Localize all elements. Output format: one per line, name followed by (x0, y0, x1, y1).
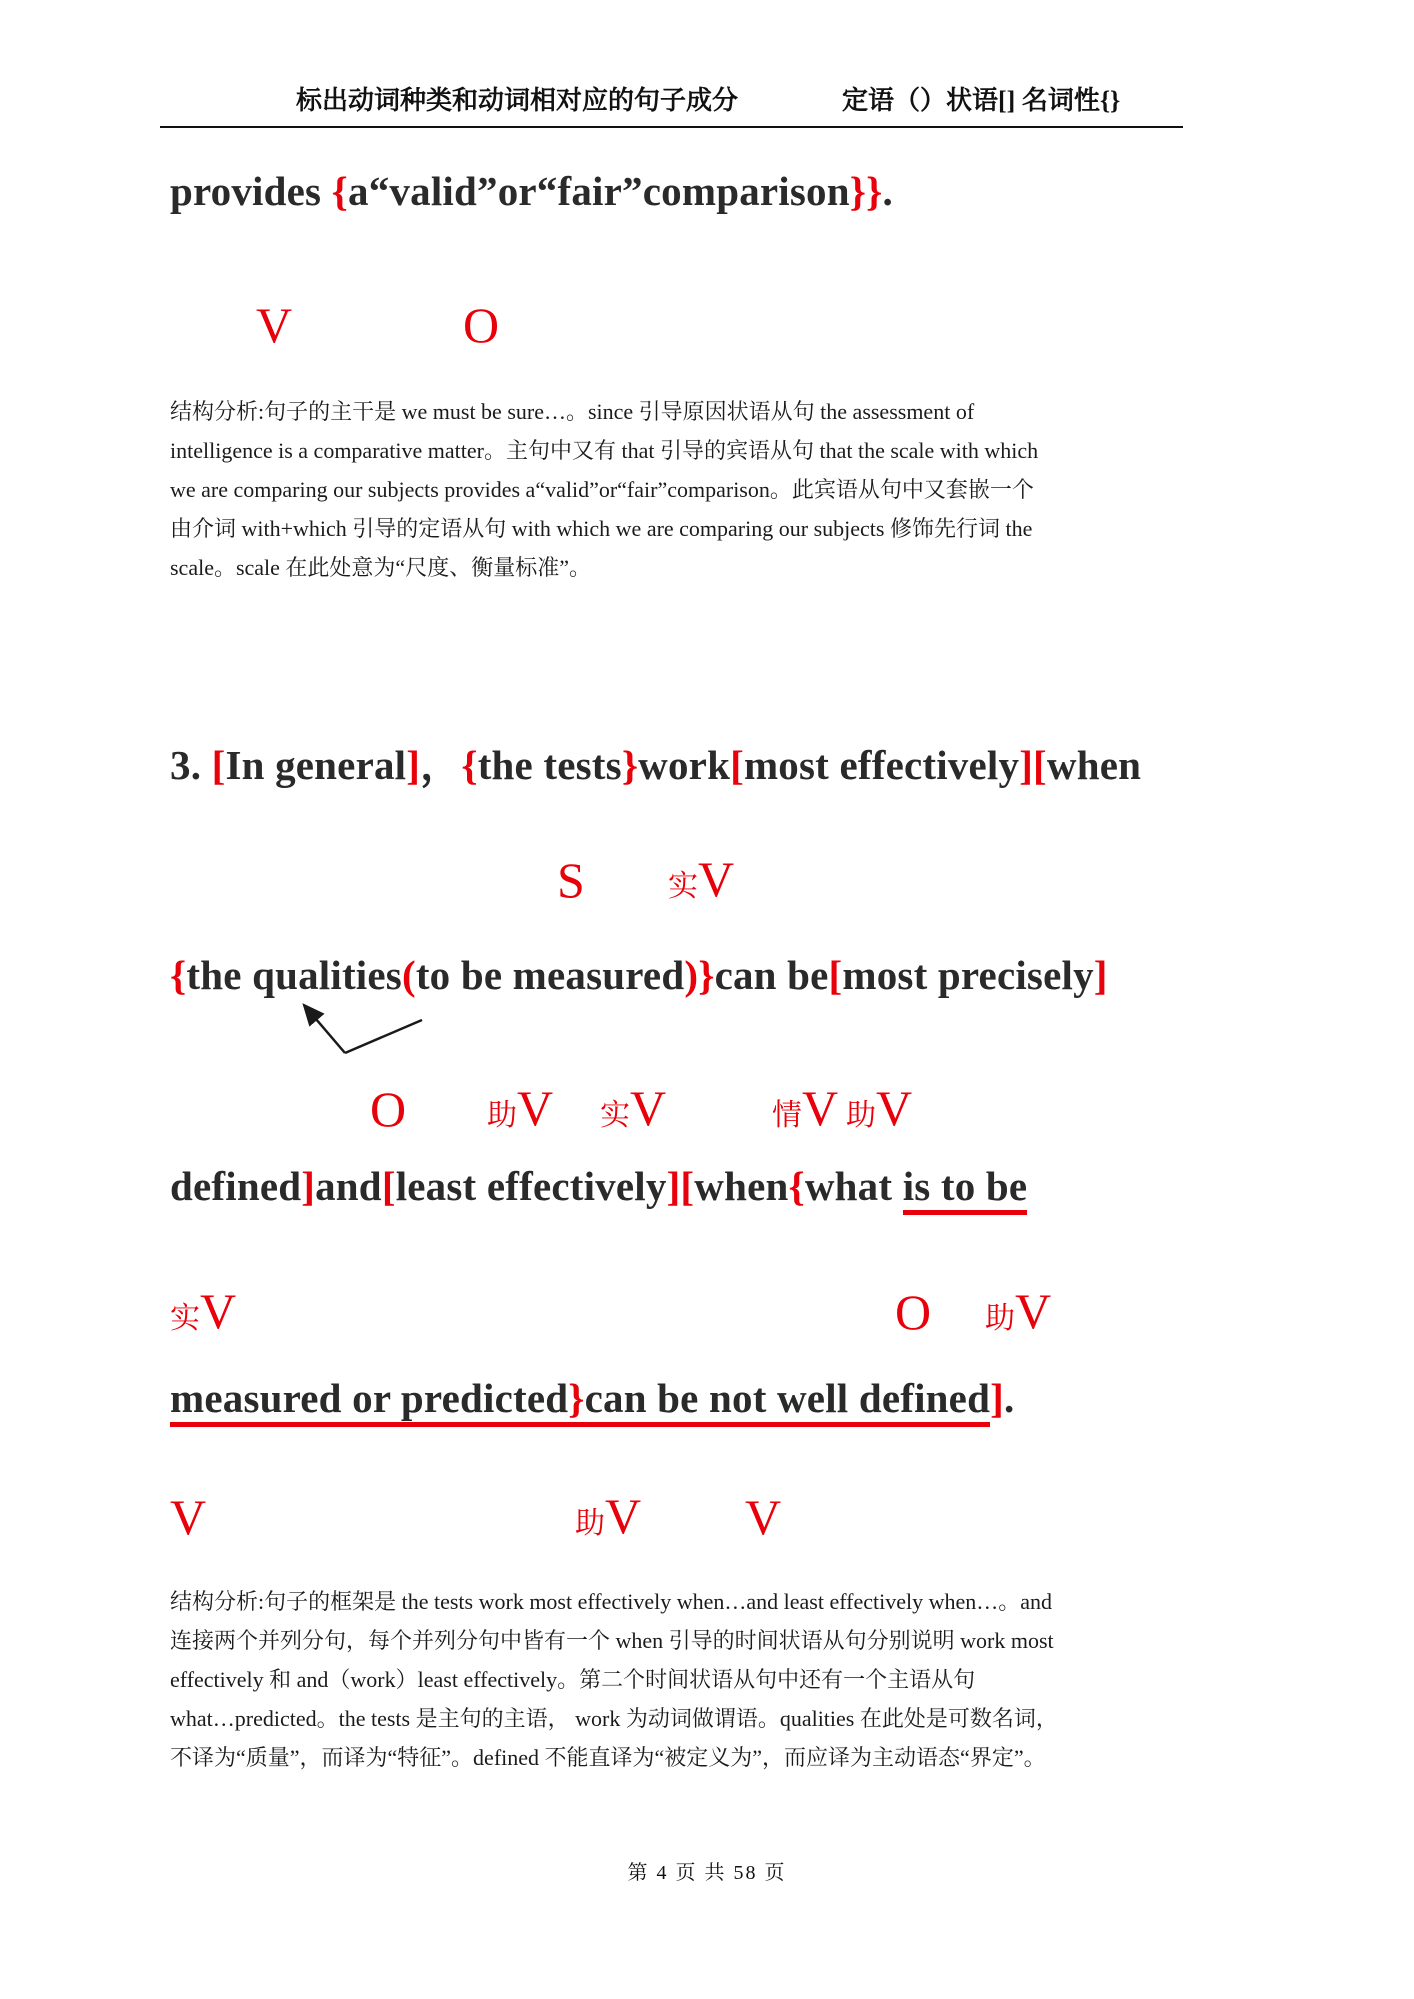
label-shi-V: 实V (668, 851, 735, 907)
label-zhu-V: 助V (487, 1080, 554, 1136)
text-segment: most precisely (842, 952, 1094, 998)
label-V: V (170, 1489, 207, 1545)
text-segment: when (694, 1163, 789, 1209)
text-segment: least effectively (395, 1163, 667, 1209)
text-segment: )} (684, 952, 715, 998)
paragraph-line: what…predicted。the tests 是主句的主语， work 为动词做谓语。qualities 在此处是可数名词， (170, 1706, 1058, 1731)
analysis-paragraph-2 (170, 1582, 1220, 1777)
text-segment: can be (714, 952, 829, 998)
text-segment: is to be (903, 1163, 1028, 1215)
header-rule (160, 126, 1183, 128)
text-segment: a“valid”or“fair”comparison (348, 168, 850, 214)
label-O: O (463, 297, 500, 353)
label-S: S (557, 852, 585, 908)
text-segment: ] (1093, 952, 1108, 998)
annotation-row-2 (170, 843, 1270, 908)
text-segment: [ (828, 952, 843, 998)
text-segment: 3. (170, 742, 212, 788)
text-segment: ] (406, 742, 421, 788)
text-segment: ] (301, 1163, 316, 1209)
text-segment: most effectively (743, 742, 1020, 788)
text-segment: what (804, 1163, 903, 1209)
label-V: V (745, 1489, 782, 1545)
label-shi-V: 实V (170, 1283, 237, 1339)
sentence3-line3 (170, 1163, 1027, 1210)
text-segment: ( (401, 952, 416, 998)
text-segment: ] (990, 1375, 1004, 1421)
analysis-paragraph-1 (170, 392, 1220, 587)
paragraph-line: we are comparing our subjects provides a“valid”or“fair”comparison。此宾语从句中又套嵌一个 (170, 477, 1034, 502)
sentence3-line4 (170, 1375, 1014, 1422)
paragraph-line: scale。scale 在此处意为“尺度、衡量标准”。 (170, 555, 591, 580)
text-segment: . (1003, 1375, 1015, 1421)
text-segment: when (1046, 742, 1142, 788)
text-segment: provides (170, 168, 332, 214)
text-segment: the tests (477, 742, 622, 788)
text-segment: measured or predicted (170, 1375, 568, 1427)
paragraph-line: 不译为“质量”，而译为“特征”。defined 不能直译为“被定义为”，而应译为主动语态“界定”。 (170, 1745, 1046, 1770)
text-segment: ， (420, 742, 462, 788)
text-segment: the qualities (186, 952, 402, 998)
text-segment: { (331, 168, 349, 214)
label-qing-V: 情V (772, 1080, 839, 1136)
paragraph-line: 结构分析:句子的框架是 the tests work most effectively when…and least effectively when…。and (170, 1589, 1053, 1614)
annotation-row-5 (170, 1480, 1270, 1545)
label-zhu-V: 助V (846, 1080, 913, 1136)
text-segment: work (638, 742, 731, 788)
sentence3-line1 (170, 742, 1141, 789)
label-V: V (256, 297, 293, 353)
text-segment: . (882, 168, 893, 214)
text-segment: defined (170, 1163, 302, 1209)
paragraph-line: 由介词 with+which 引导的定语从句 with which we are comparing our subjects 修饰先行词 the (170, 516, 1033, 541)
header-legend: 定语（）状语[] 名词性{} (842, 86, 1121, 115)
annotation-row-3 (170, 1072, 1270, 1137)
text-segment: [ (211, 742, 226, 788)
text-segment: [ (381, 1163, 396, 1209)
label-O: O (895, 1284, 932, 1340)
page-number: 第 4 页 共 58 页 (627, 1862, 787, 1884)
sentence2-fragment (170, 168, 893, 215)
paragraph-line: intelligence is a comparative matter。主句中又有 that 引导的宾语从句 that the scale with which (170, 438, 1039, 463)
text-segment: { (788, 1163, 805, 1209)
text-segment: and (315, 1163, 382, 1209)
text-segment: to be measured (415, 952, 685, 998)
label-shi-V: 实V (600, 1080, 667, 1136)
text-segment: In general (225, 742, 407, 788)
annotation-row-1 (170, 288, 1270, 353)
paragraph-line: 连接两个并列分句，每个并列分句中皆有一个 when 引导的时间状语从句分别说明 work most (170, 1628, 1054, 1653)
text-segment: { (461, 742, 478, 788)
text-segment: can be not well defined (585, 1375, 991, 1427)
sentence3-line2 (170, 952, 1108, 999)
text-segment: } (568, 1375, 584, 1427)
text-segment: ][ (666, 1163, 695, 1209)
paragraph-line: 结构分析:句子的主干是 we must be sure…。since 引导原因状语从句 the assessment of (170, 399, 975, 424)
text-segment: } (621, 742, 639, 788)
annotation-row-4 (170, 1275, 1270, 1340)
qualities-pointer-arrow-icon (270, 995, 440, 1063)
label-O: O (370, 1081, 407, 1137)
label-zhu-V: 助V (575, 1488, 642, 1544)
label-zhu-V: 助V (985, 1283, 1052, 1339)
text-segment: { (170, 952, 187, 998)
paragraph-line: effectively 和 and（work）least effectively。第二个时间状语从句中还有一个主语从句 (170, 1667, 976, 1692)
text-segment: [ (730, 742, 744, 788)
text-segment: ][ (1019, 742, 1047, 788)
header-instruction: 标出动词种类和动词相对应的句子成分 (296, 86, 739, 115)
text-segment: }} (849, 168, 883, 214)
